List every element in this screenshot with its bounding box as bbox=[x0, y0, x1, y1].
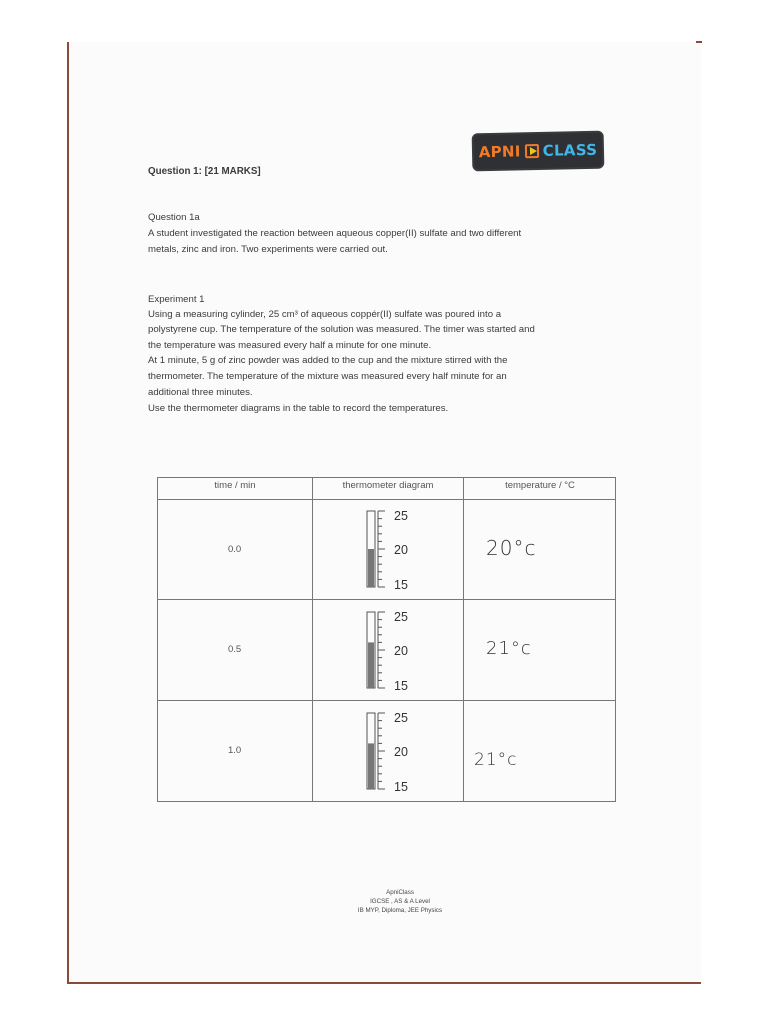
scale-label: 20 bbox=[394, 644, 408, 658]
results-table bbox=[157, 477, 616, 802]
handwritten-temperature: 20°c bbox=[486, 536, 537, 560]
scale-label: 15 bbox=[394, 780, 408, 794]
footer-line: IGCSE , AS & A Level bbox=[370, 898, 430, 905]
thermometer-diagram bbox=[358, 705, 418, 797]
time-cell: 0.0 bbox=[228, 544, 242, 555]
header-thermometer: thermometer diagram bbox=[342, 480, 434, 491]
scale-label: 15 bbox=[394, 578, 408, 592]
question-1a-label: Question 1a bbox=[148, 212, 200, 223]
scale-label: 20 bbox=[394, 543, 408, 557]
logo-right-text: CLASS bbox=[542, 140, 598, 160]
footer-line: IB MYP, Diploma, JEE Physics bbox=[357, 907, 443, 914]
mercury-level bbox=[368, 549, 374, 587]
scale-label: 25 bbox=[394, 711, 408, 725]
footer-line: ApniClass bbox=[386, 889, 414, 896]
experiment-1-line: Using a measuring cylinder, 25 cm³ of aqueous coppér(II) sulfate was poured into a bbox=[148, 309, 502, 320]
mercury-level bbox=[368, 743, 374, 789]
mercury-level bbox=[368, 642, 374, 688]
header-temperature: temperature / °C bbox=[505, 480, 575, 491]
experiment-1-line: At 1 minute, 5 g of zinc powder was added to the cup and the mixture stirred with the bbox=[148, 355, 508, 366]
question-1a-line: metals, zinc and iron. Two experiments were carried out. bbox=[148, 244, 388, 255]
handwritten-temperature: 21°c bbox=[474, 750, 518, 770]
experiment-1-line: Use the thermometer diagrams in the table to record the temperatures. bbox=[148, 403, 449, 414]
experiment-1-line: additional three minutes. bbox=[148, 387, 253, 398]
experiment-1-label: Experiment 1 bbox=[148, 294, 205, 305]
scale-label: 25 bbox=[394, 610, 408, 624]
question-heading: Question 1: [21 MARKS] bbox=[148, 166, 261, 177]
question-1a-line: A student investigated the reaction between aqueous copper(II) sulfate and two different bbox=[148, 228, 522, 239]
time-cell: 1.0 bbox=[228, 745, 242, 756]
experiment-1-line: thermometer. The temperature of the mixture was measured every half minute for an bbox=[148, 371, 507, 382]
play-icon bbox=[525, 144, 539, 158]
apni-class-logo bbox=[474, 133, 603, 170]
thermometer-diagram bbox=[358, 503, 418, 595]
experiment-1-line: the temperature was measured every half a minute for one minute. bbox=[148, 340, 432, 351]
header-time: time / min bbox=[214, 480, 256, 491]
page-edge-mark bbox=[696, 41, 702, 43]
time-cell: 0.5 bbox=[228, 644, 242, 655]
logo-left-text: APNI bbox=[478, 142, 521, 162]
handwritten-temperature: 21°c bbox=[486, 638, 532, 659]
scale-label: 15 bbox=[394, 679, 408, 693]
thermometer-diagram bbox=[358, 604, 418, 696]
scale-label: 20 bbox=[394, 745, 408, 759]
experiment-1-line: polystyrene cup. The temperature of the solution was measured. The timer was started and bbox=[148, 324, 535, 335]
scale-label: 25 bbox=[394, 509, 408, 523]
